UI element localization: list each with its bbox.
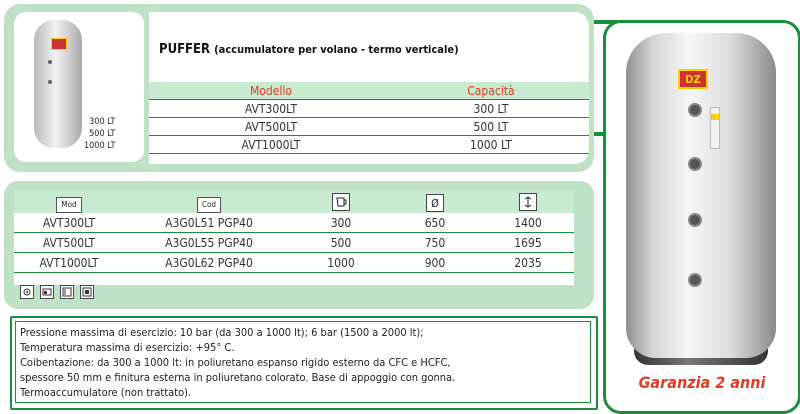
spec-panel xyxy=(14,191,574,285)
product-photo xyxy=(14,12,144,162)
tank-image-panel xyxy=(603,20,800,414)
table-header-row xyxy=(14,191,574,213)
table-cell: A3G0L62 PGP40 xyxy=(124,253,294,273)
port-icon xyxy=(688,273,702,287)
capacity-label: 300 LT xyxy=(89,117,116,127)
product-card xyxy=(4,4,594,172)
table-cell: AVT300LT xyxy=(14,213,124,233)
height-icon xyxy=(519,193,537,211)
table-row xyxy=(149,136,589,154)
table-cell: 500 xyxy=(294,233,388,253)
table-cell: 1695 xyxy=(482,233,574,253)
coil-icon xyxy=(60,285,74,299)
description-box xyxy=(10,316,598,410)
spec-table xyxy=(14,191,574,273)
table-row xyxy=(14,233,574,253)
table-cell: 650 xyxy=(388,213,482,233)
table-cell: A3G0L51 PGP40 xyxy=(124,213,294,233)
table-cell: AVT300LT xyxy=(149,100,393,118)
table-cell: 1000 LT xyxy=(393,136,589,154)
mod-header: Mod xyxy=(56,197,81,213)
table-row xyxy=(149,100,589,118)
tank-label xyxy=(710,107,720,149)
brand-logo-small xyxy=(51,38,67,50)
column-header xyxy=(388,191,482,213)
sensor-icon xyxy=(40,285,54,299)
description-line: Pressione massima di esercizio: 10 bar (da 300 a 1000 lt); 6 bar (1500 a 2000 lt); xyxy=(20,326,424,339)
table-cell: 300 LT xyxy=(393,100,589,118)
column-header xyxy=(294,191,388,213)
port-icon xyxy=(688,103,702,117)
table-cell: A3G0L55 PGP40 xyxy=(124,233,294,253)
tank-illustration xyxy=(626,33,776,358)
warranty-label: Garanzia 2 anni xyxy=(638,373,766,392)
product-name: PUFFER xyxy=(159,42,211,57)
table-row xyxy=(14,213,574,233)
product-info-panel xyxy=(149,12,589,164)
tank-thumbnail xyxy=(34,20,82,148)
port-icon xyxy=(48,60,52,64)
table-header-row xyxy=(149,82,589,100)
cod-header: Cod xyxy=(197,197,221,213)
table-cell: 500 LT xyxy=(393,118,589,136)
port-icon xyxy=(688,213,702,227)
model-table xyxy=(149,82,589,154)
product-title xyxy=(159,42,459,57)
thermostat-icon xyxy=(20,285,34,299)
description-line: spessore 50 mm e finitura esterna in poliuretano colorato. Base di appoggio con gonna. xyxy=(20,371,456,384)
table-cell: 300 xyxy=(294,213,388,233)
table-cell: 750 xyxy=(388,233,482,253)
description-line: Coibentazione: da 300 a 1000 lt: in poliuretano espanso rigido esterno da CFC e HCFC, xyxy=(20,356,451,369)
table-cell: 1000 xyxy=(294,253,388,273)
table-cell: 1400 xyxy=(482,213,574,233)
column-header xyxy=(124,191,294,213)
brand-logo: DZ xyxy=(678,69,708,89)
description-line: Temperatura massima di esercizio: +95° C. xyxy=(20,341,235,354)
table-cell: AVT500LT xyxy=(149,118,393,136)
product-subtitle: (accumulatore per volano - termo verticale) xyxy=(214,43,459,56)
table-row xyxy=(14,253,574,273)
table-cell: 2035 xyxy=(482,253,574,273)
feature-icon-row xyxy=(20,285,94,299)
capacity-icon xyxy=(332,193,350,211)
column-header: Capacità xyxy=(393,82,589,100)
table-cell: 900 xyxy=(388,253,482,273)
table-cell: AVT1000LT xyxy=(14,253,124,273)
insulation-icon xyxy=(80,285,94,299)
table-cell: AVT1000LT xyxy=(149,136,393,154)
column-header: Modello xyxy=(149,82,393,100)
capacity-label: 500 LT xyxy=(89,129,116,139)
column-header xyxy=(482,191,574,213)
column-header xyxy=(14,191,124,213)
port-icon xyxy=(688,157,702,171)
capacity-list xyxy=(84,116,115,152)
port-icon xyxy=(48,80,52,84)
description-line: Termoaccumulatore (non trattato). xyxy=(20,386,192,399)
description-inner xyxy=(15,321,591,403)
diameter-icon: Ø xyxy=(426,194,444,212)
table-cell: AVT500LT xyxy=(14,233,124,253)
capacity-label: 1000 LT xyxy=(84,141,116,151)
table-row xyxy=(149,118,589,136)
